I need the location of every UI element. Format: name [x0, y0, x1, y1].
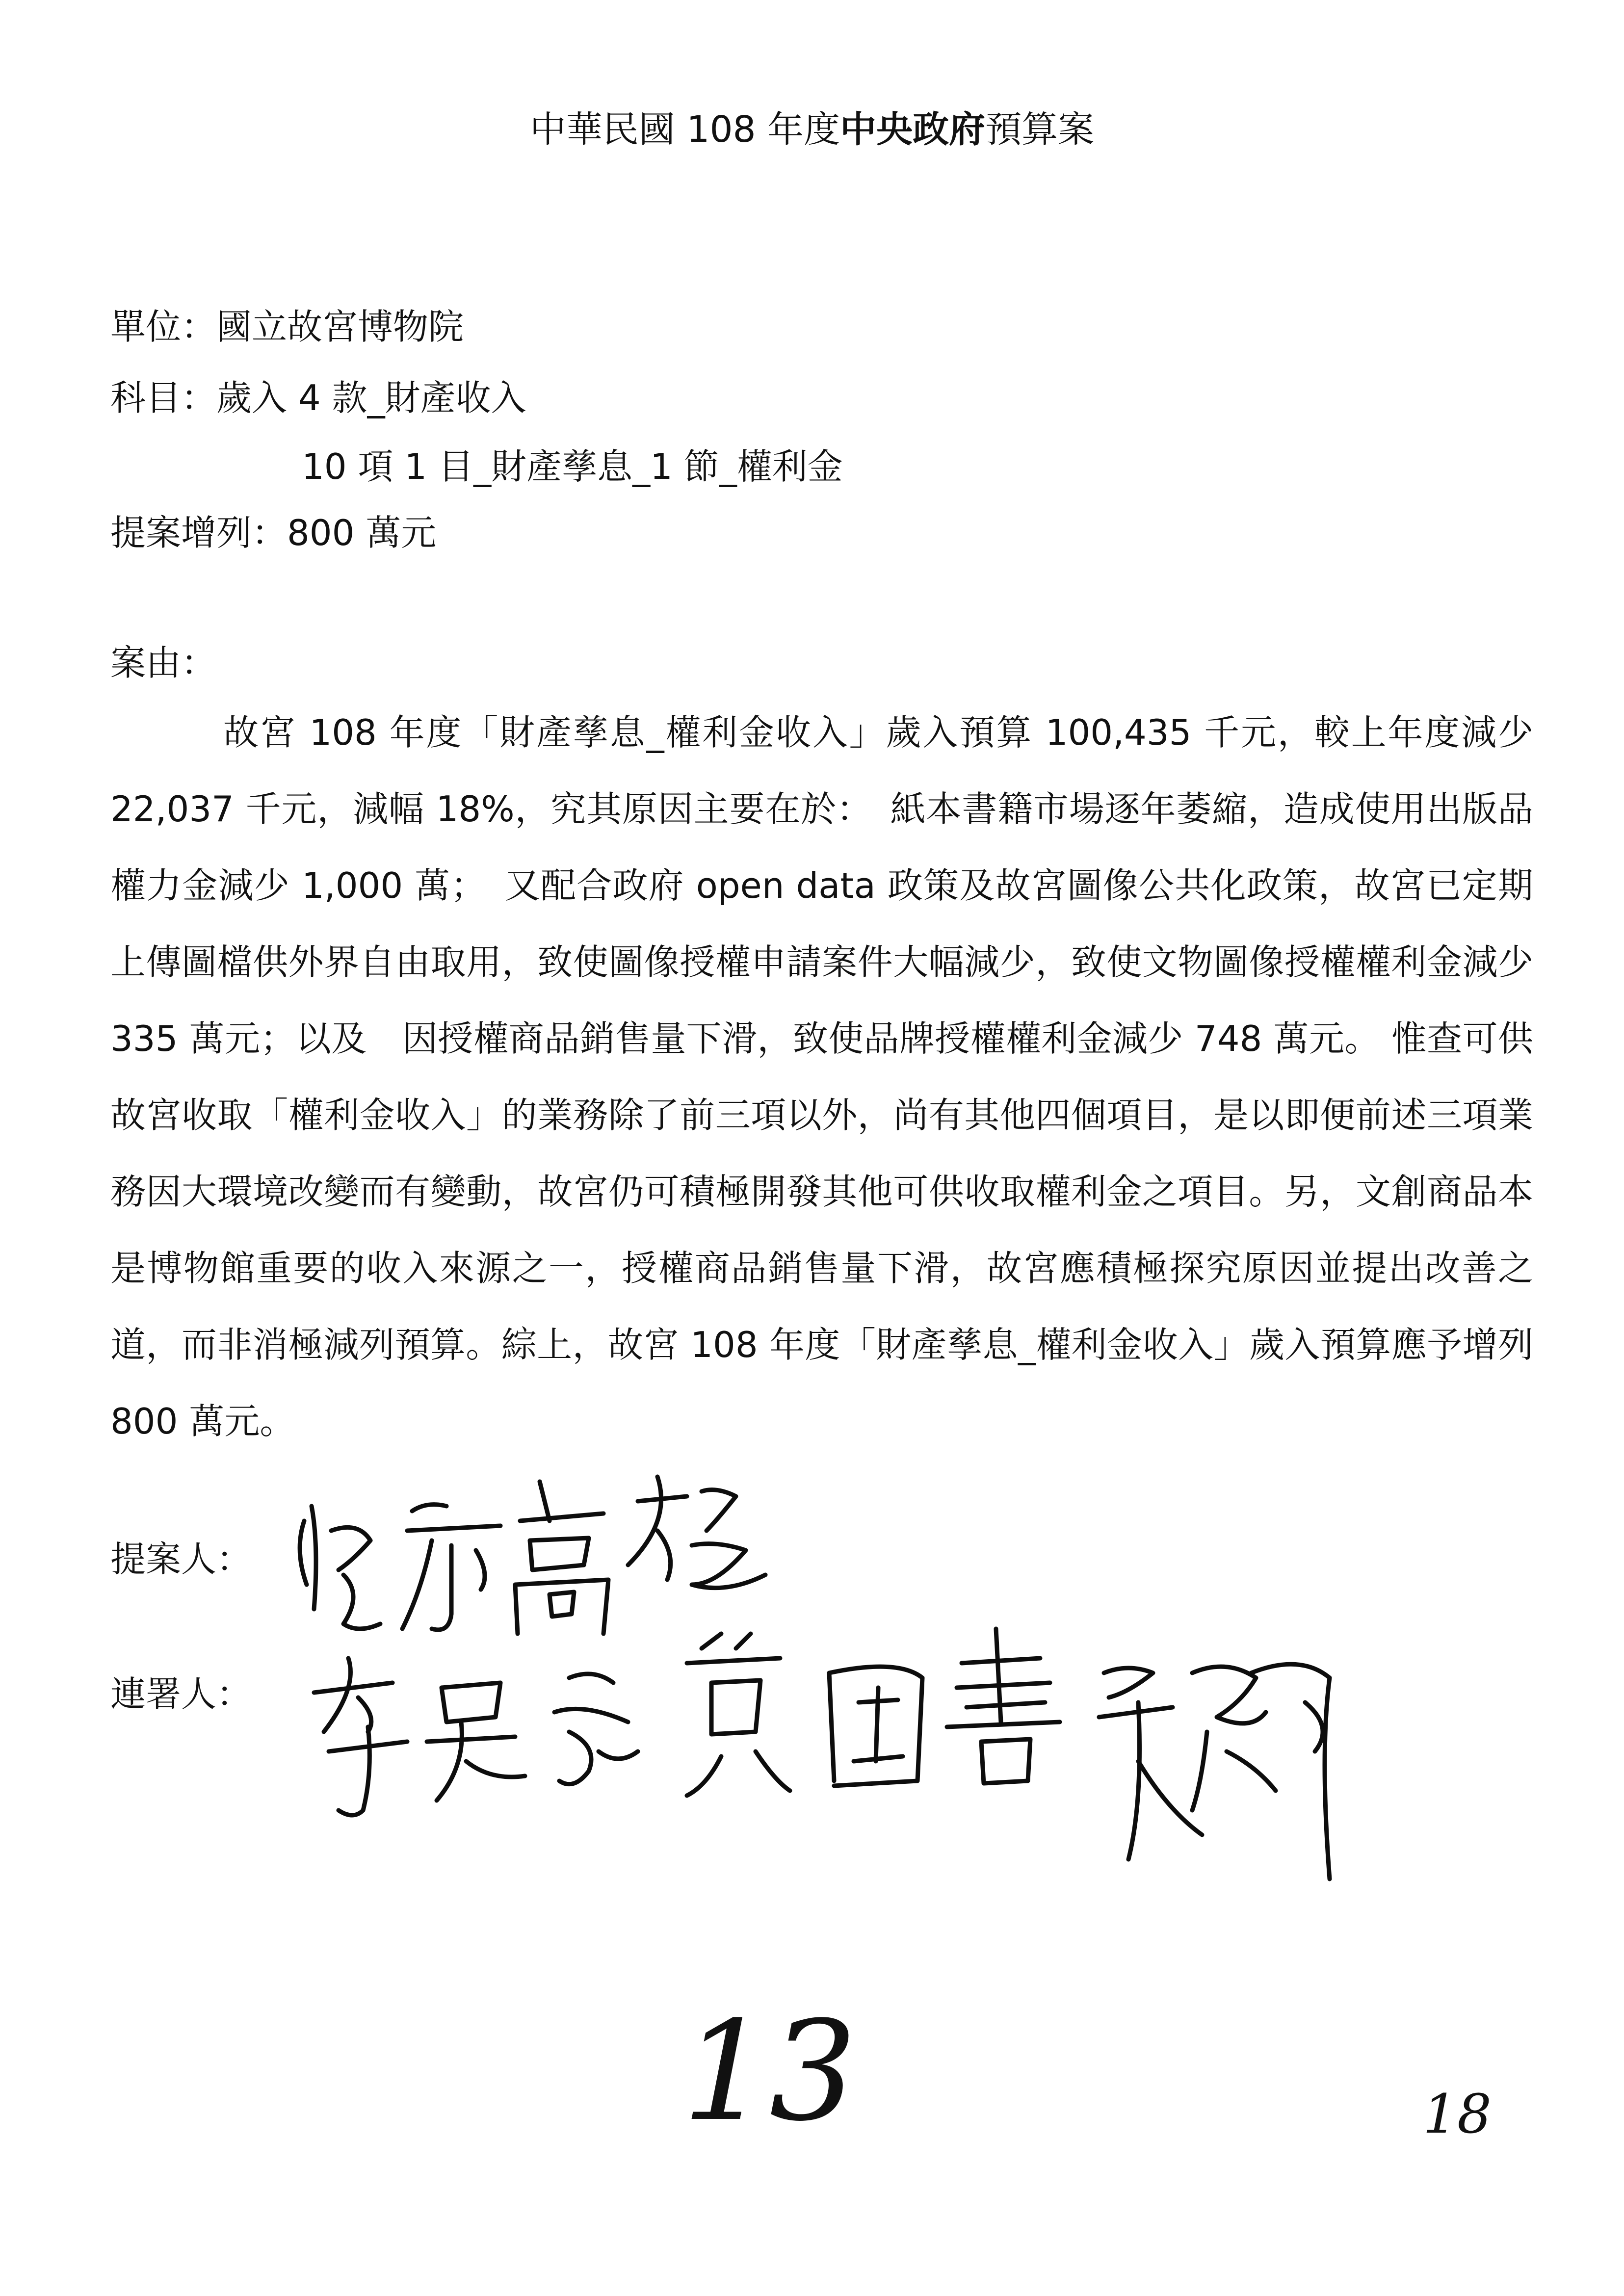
- title-prefix: 中華民國 108 年度: [529, 108, 840, 151]
- page-number: 13: [682, 1992, 857, 2152]
- corner-number: 18: [1423, 2083, 1492, 2145]
- proposal-line: 提案增列：800 萬元: [110, 512, 437, 553]
- unit-line: 單位：國立故宮博物院: [110, 306, 464, 347]
- cosigner-label: 連署人：: [110, 1673, 252, 1715]
- cosigner-signatures: [294, 1604, 1374, 1957]
- subject-line-2: 10 項 1 目_財產孳息_1 節_權利金: [302, 446, 843, 487]
- reason-paragraph: 故宮 108 年度「財產孳息_權利金收入」歲入預算 100,435 千元，較上年度減少 22,037 千元，減幅 18%，究其原因主要在於： 紙本書籍市場逐年萎縮，造成使用出版品權力金減少 1,000 萬； 又配合政府 open data 政策及故宮圖像公共化政策，故宮已定期上傳圖檔供外界自由取用，致使圖像授權申請案件大幅減少，致使文物圖像授權權利金減少 335 萬元；以及 因授權商品銷售量下滑，致使品牌授權權利金減少 748 萬元。 惟查可供故宮收取「權利金收入」的業務除了前三項以外，尚有其他四個項目，是以即便前述三項業務因大環境改變而有變動，故宮仍可積極開發其他可供收取權利金之項目。另，文創商品本是博物館重要的收入來源之一，授權商品銷售量下滑，故宮應積極探究原因並提出改善之道，而非消極減列預算。綜上，故宮 108 年度「財產孳息_權利金收入」歲入預算應予增列 800 萬元。: [110, 712, 1533, 1442]
- reason-label: 案由：: [110, 642, 217, 683]
- subject-line-1: 科目：歲入 4 款_財產收入: [110, 377, 526, 418]
- document-title: [0, 101, 1624, 153]
- proposer-label: 提案人：: [110, 1539, 252, 1580]
- title-suffix: 預算案: [985, 108, 1095, 151]
- title-bold: 中央政府: [840, 108, 986, 151]
